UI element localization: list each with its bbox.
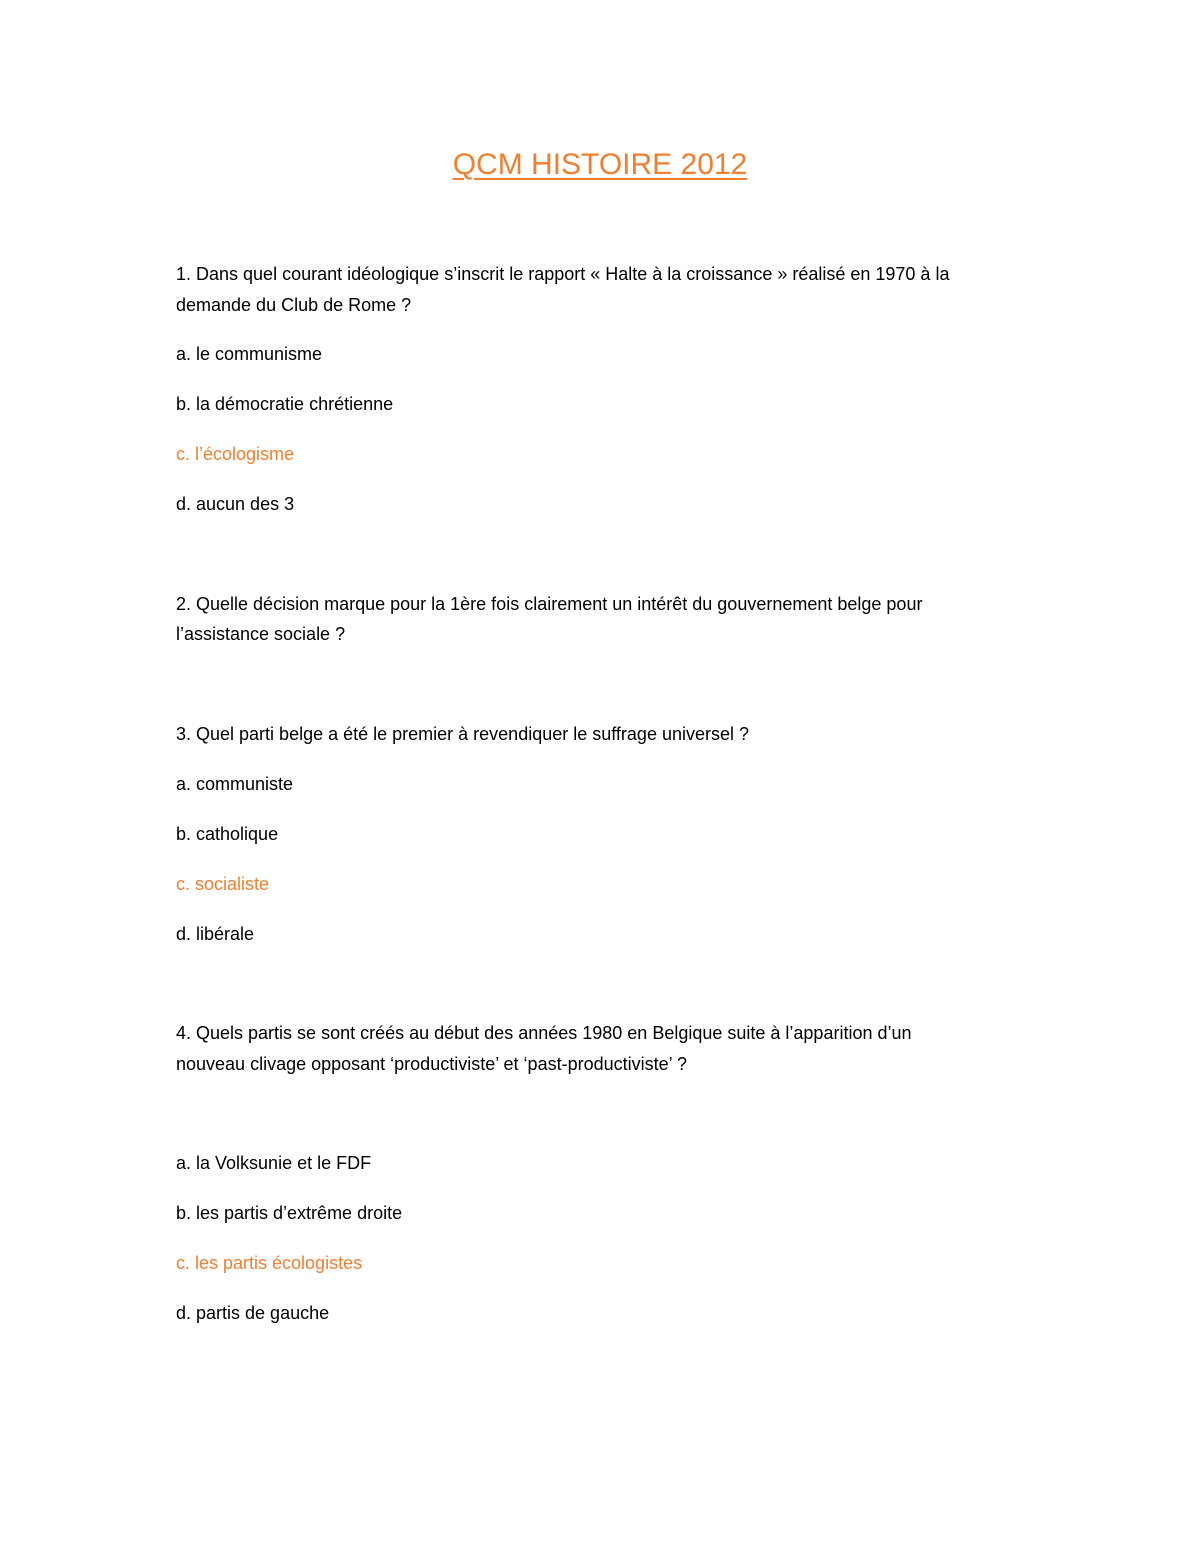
question-1-text-line-2: demande du Club de Rome ? — [176, 295, 412, 315]
question-4-option-b: b. les partis d’extrême droite — [176, 1203, 403, 1223]
question-4-option-d: d. partis de gauche — [176, 1303, 330, 1323]
question-1-option-a: a. le communisme — [176, 344, 323, 364]
question-3-option-c-correct: c. socialiste — [176, 874, 270, 894]
question-3-text: 3. Quel parti belge a été le premier à revendiquer le suffrage universel ? — [176, 724, 750, 744]
question-4-option-a: a. la Volksunie et le FDF — [176, 1153, 372, 1173]
question-3-option-b: b. catholique — [176, 824, 279, 844]
question-1-option-c-correct: c. l’écologisme — [176, 444, 295, 464]
question-4-option-c-correct: c. les partis écologistes — [176, 1253, 363, 1273]
question-2-text-line-1: 2. Quelle décision marque pour la 1ère fois clairement un intérêt du gouvernement belge pour — [176, 594, 923, 614]
question-1-text-line-1: 1. Dans quel courant idéologique s’inscrit le rapport « Halte à la croissance » réalisé en 1970 à la — [176, 264, 950, 284]
question-3-option-d: d. libérale — [176, 924, 255, 944]
question-1-option-d: d. aucun des 3 — [176, 494, 295, 514]
question-4-text-line-1: 4. Quels partis se sont créés au début des années 1980 en Belgique suite à l’apparition d’un — [176, 1023, 912, 1043]
question-3-option-a: a. communiste — [176, 774, 294, 794]
document-title: QCM HISTOIRE 2012 — [452, 148, 748, 181]
question-1-option-b: b. la démocratie chrétienne — [176, 394, 394, 414]
question-2-text-line-2: l’assistance sociale ? — [176, 624, 346, 644]
question-4-text-line-2: nouveau clivage opposant ‘productiviste’ et ‘past-productiviste’ ? — [176, 1054, 687, 1074]
